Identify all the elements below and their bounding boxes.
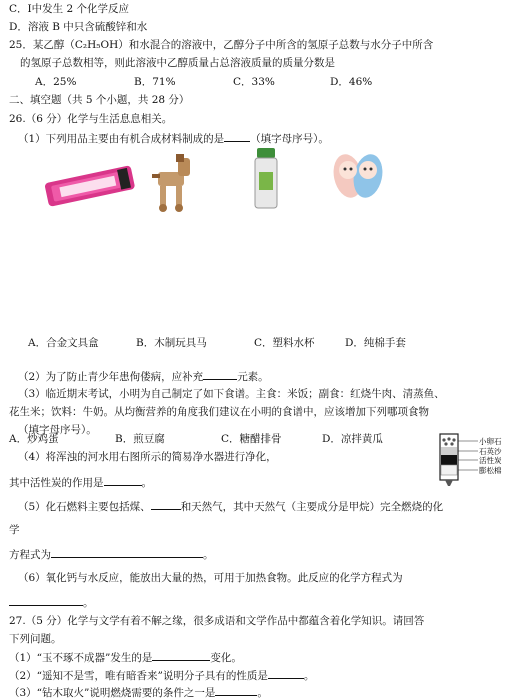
water-purifier-diagram bbox=[438, 432, 512, 490]
plastic-cup-image bbox=[253, 148, 279, 210]
option-c-line: C．Ⅰ中发生 2 个化学反应 bbox=[9, 3, 130, 15]
q26-3-stem-3: （填字母序号）。 bbox=[18, 424, 97, 436]
q26-heading: 26.（6 分）化学与生活息息相关。 bbox=[9, 113, 173, 125]
q26-3-stem-2: 花生米；饮料：牛奶。从均衡营养的角度我们建议在小明的食谱中，应该增加下列哪项食物 bbox=[9, 406, 429, 418]
q26-3-stem-1: （3）临近期末考试，小明为自己制定了如下食谱。主食：米饭；副食：红烧牛肉、清蒸鱼、 bbox=[18, 388, 445, 400]
q26-2-text: （2）为了防止青少年患佝偻病，应补充 bbox=[18, 371, 204, 383]
q26-1-text: （1）下列用品主要由有机合成材料制成的是 bbox=[18, 133, 225, 145]
answer-blank[interactable] bbox=[104, 475, 142, 486]
answer-blank[interactable] bbox=[203, 369, 237, 380]
q26-1-text-end: （填字母序号）。 bbox=[250, 133, 329, 145]
q27-3-text-end: 。 bbox=[257, 687, 268, 699]
q26-2-text-end: 元素。 bbox=[237, 371, 269, 383]
q26-2-stem bbox=[18, 369, 269, 384]
answer-blank[interactable] bbox=[9, 595, 83, 606]
wooden-toy-horse-image bbox=[148, 150, 198, 214]
q26-1-option-b: B．木制玩具马 bbox=[136, 337, 207, 349]
filter-label-quartz-sand: 石英沙 bbox=[479, 447, 502, 456]
q25-option-c: C．33% bbox=[233, 76, 275, 88]
q26-5-text-mid: 和天然气，其中天然气（主要成分是甲烷）完全燃烧的化 bbox=[180, 501, 444, 513]
q27-stem-2: 下列问题。 bbox=[9, 633, 62, 645]
q27-2-text-end: 。 bbox=[303, 670, 315, 682]
filter-label-pebbles: 小卵石 bbox=[479, 437, 502, 446]
q26-1-option-d: D．纯棉手套 bbox=[345, 337, 406, 349]
q26-5-stem-3 bbox=[9, 547, 214, 562]
q26-3-option-b: B．煎豆腐 bbox=[115, 433, 165, 445]
q27-3-text: （3）“钻木取火”说明燃烧需要的条件之一是 bbox=[9, 687, 216, 699]
q27-2-stem bbox=[9, 668, 314, 683]
option-d-line: D．溶液 B 中只含硫酸锌和水 bbox=[9, 21, 148, 33]
answer-blank[interactable] bbox=[268, 668, 304, 679]
q27-1-text-end: 变化。 bbox=[210, 652, 242, 664]
q27-1-text: （1）“玉不琢不成器”发生的是 bbox=[9, 652, 153, 664]
q27-2-text: （2）“遥知不是雪，唯有暗香来”说明分子具有的性质是 bbox=[9, 670, 268, 682]
q26-1-stem bbox=[18, 131, 329, 146]
answer-blank[interactable] bbox=[152, 650, 210, 661]
answer-blank[interactable] bbox=[151, 499, 181, 510]
q26-5-stem-1 bbox=[18, 499, 443, 514]
cotton-gloves-image bbox=[330, 150, 386, 202]
pencil-box-image bbox=[40, 162, 140, 212]
q26-4-stem-2 bbox=[9, 475, 152, 490]
q26-3-option-a: A．炒鸡蛋 bbox=[9, 433, 59, 445]
q27-3-stem bbox=[9, 685, 268, 700]
q26-4-text-end: 。 bbox=[141, 477, 152, 489]
q26-5-text-2: 方程式为 bbox=[9, 549, 51, 561]
q27-1-stem bbox=[9, 650, 242, 665]
q26-3-option-d: D．凉拌黄瓜 bbox=[322, 433, 383, 445]
answer-blank[interactable] bbox=[51, 547, 203, 558]
q26-5-text-end: 。 bbox=[203, 549, 214, 561]
answer-blank[interactable] bbox=[224, 131, 250, 142]
filter-label-cotton: 膨松棉 bbox=[479, 466, 502, 475]
answer-blank[interactable] bbox=[215, 685, 257, 696]
filter-label-activated-carbon: 活性炭 bbox=[479, 456, 502, 465]
q26-6-text-end: 。 bbox=[83, 597, 94, 609]
q25-option-d: D．46% bbox=[330, 76, 373, 88]
q25-option-b: B．71% bbox=[134, 76, 176, 88]
q26-1-option-c: C．塑料水杯 bbox=[254, 337, 315, 349]
q26-4-text: 其中活性炭的作用是 bbox=[9, 477, 104, 489]
q25-option-a: A．25% bbox=[35, 76, 77, 88]
q26-5-stem-2: 学 bbox=[9, 524, 20, 536]
q26-3-option-c: C．糖醋排骨 bbox=[221, 433, 282, 445]
q25-stem-1: 25．某乙醇（C₂H₅OH）和水混合的溶液中，乙醇分子中所含的氢原子总数与水分子中所含 bbox=[9, 39, 434, 51]
section-2-heading: 二、填空题（共 5 个小题，共 28 分） bbox=[9, 94, 190, 106]
q26-1-option-a: A．合金文具盒 bbox=[28, 337, 99, 349]
q26-6-answer-line bbox=[9, 595, 94, 610]
q26-5-text: （5）化石燃料主要包括煤、 bbox=[18, 501, 151, 513]
q25-stem-2: 的氢原子总数相等，则此溶液中乙醇质量占总溶液质量的质量分数是 bbox=[20, 57, 335, 69]
q27-stem-1: 27.（5 分）化学与文学有着不解之缘，很多成语和文学作品中都蕴含着化学知识。请回答 bbox=[9, 615, 425, 627]
q26-4-stem-1: （4）将浑浊的河水用右图所示的简易净水器进行净化， bbox=[18, 451, 277, 463]
q26-6-stem: （6）氧化钙与水反应，能放出大量的热，可用于加热食物。此反应的化学方程式为 bbox=[18, 572, 403, 584]
